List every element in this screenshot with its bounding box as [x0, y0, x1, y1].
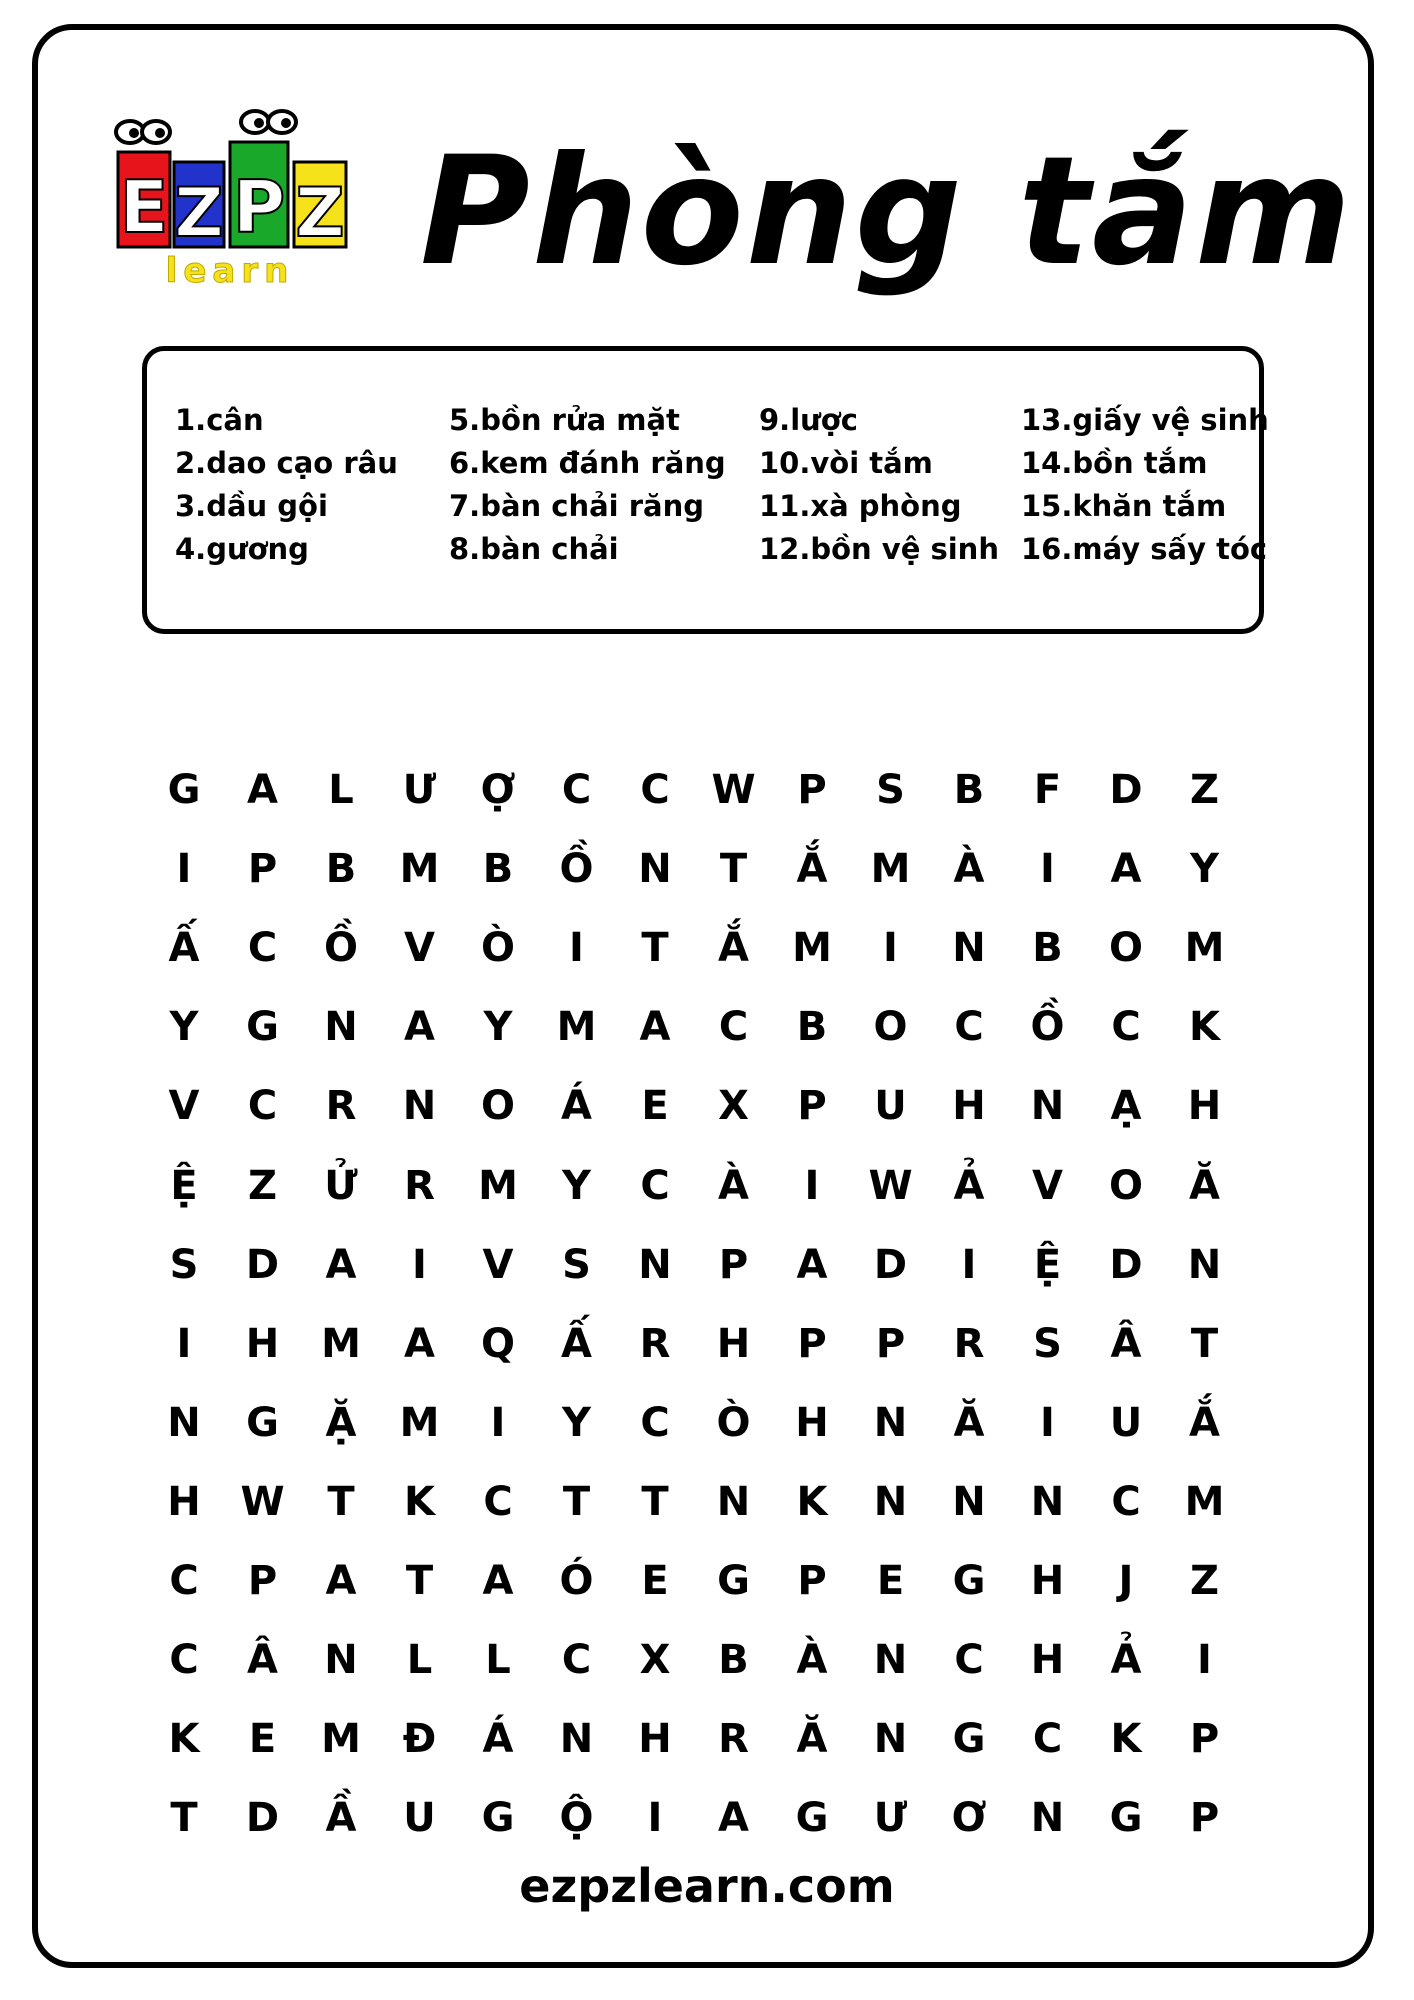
grid-letter: T: [405, 1558, 434, 1604]
word-list-item: 12.bồn vệ sinh: [759, 532, 999, 566]
grid-letter: G: [481, 1795, 515, 1842]
website-footer: ezpzlearn.com: [519, 1859, 895, 1913]
grid-letter: G: [167, 767, 201, 813]
grid-letter: Ư: [873, 1795, 908, 1842]
grid-letter: D: [245, 1795, 280, 1842]
grid-letter: T: [641, 1478, 669, 1525]
grid-letter: E: [641, 1083, 669, 1130]
grid-letter: R: [639, 1320, 671, 1367]
grid-letter: H: [1030, 1558, 1065, 1604]
grid-letter: Y: [562, 1162, 591, 1209]
grid-letter: K: [1110, 1716, 1142, 1763]
grid-letter: J: [1118, 1558, 1134, 1604]
grid-letter: Ồ: [323, 925, 358, 972]
grid-letter: G: [952, 1716, 986, 1763]
grid-letter: I: [883, 925, 898, 972]
grid-letter: I: [1040, 1399, 1055, 1446]
word-list-item: 8.bàn chải: [449, 532, 619, 566]
grid-letter: À: [953, 846, 985, 893]
grid-letter: V: [168, 1083, 200, 1130]
grid-letter: D: [1109, 1241, 1143, 1288]
grid-letter: O: [480, 1083, 515, 1130]
ezpz-learn-logo-icon: [100, 100, 360, 290]
grid-letter: N: [1030, 1478, 1065, 1525]
grid-letter: N: [1187, 1241, 1222, 1288]
grid-letter: C: [247, 1083, 278, 1130]
grid-letter: V: [404, 925, 435, 972]
word-list-item: 10.vòi tắm: [759, 446, 933, 480]
grid-letter: I: [412, 1241, 427, 1288]
grid-letter: P: [797, 767, 827, 813]
grid-letter: Ả: [953, 1162, 985, 1209]
grid-letter: V: [482, 1241, 514, 1288]
grid-letter: M: [792, 925, 832, 972]
grid-letter: R: [953, 1320, 985, 1367]
grid-letter: K: [796, 1478, 828, 1525]
grid-letter: N: [1030, 1083, 1065, 1130]
grid-letter: N: [716, 1478, 751, 1525]
grid-letter: T: [170, 1795, 198, 1842]
svg-text:Z: Z: [174, 174, 224, 253]
grid-letter: À: [718, 1162, 749, 1209]
grid-letter: A: [247, 767, 278, 813]
grid-letter: G: [795, 1795, 829, 1842]
word-list-item: 15.khăn tắm: [1021, 489, 1227, 523]
grid-letter: D: [245, 1241, 280, 1288]
grid-letter: Ơ: [951, 1795, 987, 1842]
grid-letter: E: [641, 1558, 669, 1604]
grid-letter: H: [638, 1716, 672, 1763]
grid-letter: C: [718, 1004, 749, 1051]
grid-letter: H: [1187, 1083, 1222, 1130]
grid-letter: H: [245, 1320, 280, 1367]
page-title: Phòng tắm: [420, 125, 1354, 299]
grid-letter: C: [483, 1478, 513, 1525]
grid-letter: P: [247, 846, 278, 893]
grid-letter: S: [562, 1241, 591, 1288]
grid-letter: S: [1033, 1320, 1062, 1367]
grid-letter: Ă: [796, 1716, 828, 1763]
grid-letter: D: [1109, 767, 1143, 813]
word-list-item: 16.máy sấy tóc: [1021, 532, 1268, 566]
grid-letter: Ả: [1110, 1637, 1142, 1684]
grid-letter: C: [954, 1637, 984, 1684]
page-frame: [32, 24, 1374, 1968]
grid-letter: X: [639, 1637, 671, 1684]
svg-text:E: E: [119, 165, 169, 249]
grid-letter: T: [719, 846, 748, 893]
word-list-column: [759, 399, 999, 571]
grid-letter: N: [638, 1241, 672, 1288]
word-list-item: 7.bàn chải răng: [449, 489, 704, 523]
grid-letter: H: [716, 1320, 751, 1367]
grid-letter: Ă: [1189, 1162, 1220, 1209]
grid-letter: N: [873, 1716, 908, 1763]
grid-letter: M: [399, 846, 440, 893]
grid-letter: G: [246, 1004, 279, 1051]
grid-letter: Ắ: [718, 925, 749, 972]
grid-letter: P: [797, 1083, 827, 1130]
grid-letter: N: [324, 1004, 358, 1051]
word-list-column: [449, 399, 726, 571]
grid-letter: W: [240, 1478, 285, 1525]
grid-letter: S: [876, 767, 905, 813]
grid-letter: P: [1189, 1795, 1220, 1842]
grid-letter: N: [873, 1478, 908, 1525]
grid-letter: O: [873, 1004, 908, 1051]
word-list-column: [1021, 399, 1269, 571]
grid-letter: C: [640, 1162, 670, 1209]
grid-letter: A: [796, 1241, 828, 1288]
grid-letter: N: [402, 1083, 437, 1130]
grid-letter: Q: [480, 1320, 515, 1367]
grid-letter: N: [638, 846, 672, 893]
grid-letter: N: [873, 1637, 908, 1684]
word-list-item: 6.kem đánh răng: [449, 446, 726, 480]
grid-letter: I: [490, 1399, 506, 1446]
grid-letter: B: [325, 846, 357, 893]
grid-letter: Á: [482, 1716, 514, 1763]
grid-letter: C: [640, 767, 670, 813]
word-list-box: [142, 346, 1269, 634]
word-list-item: 5.bồn rửa mặt: [449, 403, 680, 437]
grid-letter: W: [868, 1162, 913, 1209]
grid-letter: N: [952, 925, 986, 972]
grid-letter: P: [875, 1320, 906, 1367]
grid-letter: H: [952, 1083, 986, 1130]
grid-letter: A: [404, 1004, 435, 1051]
grid-letter: A: [1110, 846, 1142, 893]
grid-letter: M: [321, 1716, 361, 1763]
grid-letter: Ắ: [1189, 1399, 1220, 1446]
grid-letter: K: [1189, 1004, 1220, 1051]
grid-letter: À: [796, 1637, 828, 1684]
grid-letter: Z: [1189, 1558, 1219, 1604]
grid-letter: G: [1109, 1795, 1143, 1842]
grid-letter: T: [641, 925, 669, 972]
grid-letter: Ệ: [1033, 1241, 1062, 1288]
grid-letter: K: [168, 1716, 200, 1763]
grid-letter: P: [797, 1558, 827, 1604]
grid-letter: C: [954, 1004, 984, 1051]
grid-letter: Ấ: [168, 925, 200, 972]
grid-letter: W: [711, 767, 756, 813]
grid-letter: Ò: [480, 925, 515, 972]
grid-letter: C: [561, 1637, 592, 1684]
svg-text:Z: Z: [295, 174, 345, 253]
grid-letter: B: [1032, 925, 1063, 972]
grid-letter: T: [327, 1478, 355, 1525]
grid-letter: A: [718, 1795, 749, 1842]
grid-letter: Ấ: [561, 1320, 592, 1367]
grid-letter: Y: [1190, 846, 1219, 893]
svg-text:P: P: [232, 165, 286, 249]
grid-letter: L: [406, 1637, 433, 1684]
grid-letter: N: [873, 1399, 908, 1446]
grid-letter: N: [559, 1716, 594, 1763]
grid-letter: A: [325, 1241, 357, 1288]
grid-letter: A: [404, 1320, 435, 1367]
grid-letter: R: [718, 1716, 749, 1763]
grid-letter: I: [1040, 846, 1055, 893]
grid-letter: Ộ: [559, 1795, 594, 1842]
word-list-item: 1.cân: [175, 403, 264, 437]
grid-letter: Y: [562, 1399, 591, 1446]
grid-letter: M: [1184, 1478, 1225, 1525]
grid-letter: Ạ: [1110, 1083, 1142, 1130]
grid-letter: K: [404, 1478, 435, 1525]
grid-letter: Y: [169, 1004, 199, 1051]
grid-letter: Â: [1110, 1320, 1142, 1367]
grid-letter: M: [1184, 925, 1225, 972]
grid-letter: I: [569, 925, 584, 972]
grid-letter: P: [718, 1241, 749, 1288]
grid-letter: G: [246, 1399, 279, 1446]
word-list-item: 11.xà phòng: [759, 489, 962, 523]
grid-letter: S: [169, 1241, 199, 1288]
grid-letter: Ồ: [1030, 1004, 1065, 1051]
grid-letter: I: [961, 1241, 977, 1288]
grid-letter: X: [718, 1083, 749, 1130]
grid-letter: Ệ: [170, 1162, 198, 1209]
grid-letter: C: [247, 925, 278, 972]
grid-letter: G: [717, 1558, 750, 1604]
grid-letter: C: [640, 1399, 670, 1446]
grid-letter: B: [953, 767, 985, 813]
grid-letter: Z: [247, 1162, 277, 1209]
grid-letter: M: [870, 846, 911, 893]
grid-letter: I: [176, 1320, 192, 1367]
grid-letter: C: [1111, 1004, 1141, 1051]
grid-letter: Ợ: [480, 767, 516, 813]
word-list-item: 9.lược: [759, 403, 858, 437]
grid-letter: Ử: [324, 1162, 358, 1209]
grid-letter: C: [169, 1558, 199, 1604]
grid-letter: C: [1111, 1478, 1141, 1525]
grid-letter: N: [1030, 1795, 1065, 1842]
grid-letter: M: [556, 1004, 597, 1051]
grid-letter: M: [478, 1162, 518, 1209]
grid-letter: Â: [247, 1637, 278, 1684]
grid-letter: T: [562, 1478, 591, 1525]
grid-letter: Ầ: [325, 1795, 357, 1842]
grid-letter: A: [482, 1558, 514, 1604]
word-list-column: [175, 399, 398, 571]
grid-letter: U: [1109, 1399, 1143, 1446]
grid-letter: N: [167, 1399, 201, 1446]
grid-letter: Y: [483, 1004, 513, 1051]
grid-letter: Ó: [559, 1558, 594, 1604]
word-list-item: 13.giấy vệ sinh: [1021, 403, 1269, 437]
grid-letter: I: [647, 1795, 663, 1842]
grid-letter: U: [403, 1795, 436, 1842]
grid-letter: Ặ: [325, 1399, 357, 1446]
word-list-item: 4.gương: [175, 532, 309, 566]
grid-letter: Á: [561, 1083, 592, 1130]
grid-letter: L: [328, 767, 354, 813]
grid-letter: N: [324, 1637, 358, 1684]
grid-letter: L: [485, 1637, 511, 1684]
grid-letter: Ắ: [796, 846, 828, 893]
grid-letter: P: [797, 1320, 827, 1367]
grid-letter: G: [952, 1558, 986, 1604]
grid-letter: I: [1197, 1637, 1212, 1684]
grid-letter: P: [247, 1558, 278, 1604]
grid-letter: V: [1032, 1162, 1063, 1209]
word-list-item: 2.dao cạo râu: [175, 446, 398, 480]
grid-letter: A: [325, 1558, 357, 1604]
grid-letter: A: [639, 1004, 671, 1051]
grid-letter: M: [399, 1399, 440, 1446]
grid-letter: Đ: [402, 1716, 437, 1763]
grid-letter: C: [169, 1637, 199, 1684]
word-list-item: 14.bồn tắm: [1021, 446, 1208, 480]
grid-letter: D: [873, 1241, 908, 1288]
grid-letter: M: [321, 1320, 361, 1367]
grid-letter: B: [718, 1637, 749, 1684]
grid-letter: T: [1190, 1320, 1219, 1367]
grid-letter: Ư: [402, 767, 437, 813]
grid-letter: F: [1033, 767, 1062, 813]
grid-letter: P: [1189, 1716, 1220, 1763]
grid-letter: H: [167, 1478, 201, 1525]
grid-letter: O: [1108, 1162, 1143, 1209]
grid-letter: C: [561, 767, 592, 813]
grid-letter: Ồ: [559, 846, 594, 893]
grid-letter: H: [795, 1399, 829, 1446]
grid-letter: R: [404, 1162, 435, 1209]
grid-letter: E: [248, 1716, 277, 1763]
word-list-item: 3.dầu gội: [175, 489, 328, 523]
grid-letter: U: [874, 1083, 907, 1130]
grid-letter: C: [1032, 1716, 1063, 1763]
grid-letter: B: [796, 1004, 828, 1051]
grid-letter: Ò: [716, 1399, 751, 1446]
grid-letter: H: [1030, 1637, 1065, 1684]
grid-letter: O: [1108, 925, 1143, 972]
grid-letter: I: [804, 1162, 820, 1209]
grid-letter: Z: [1189, 767, 1219, 813]
grid-letter: Ă: [953, 1399, 985, 1446]
grid-letter: N: [952, 1478, 986, 1525]
grid-letter: E: [876, 1558, 905, 1604]
svg-text:learn: learn: [165, 251, 295, 290]
grid-letter: B: [482, 846, 514, 893]
grid-letter: R: [325, 1083, 357, 1130]
grid-letter: I: [176, 846, 192, 893]
